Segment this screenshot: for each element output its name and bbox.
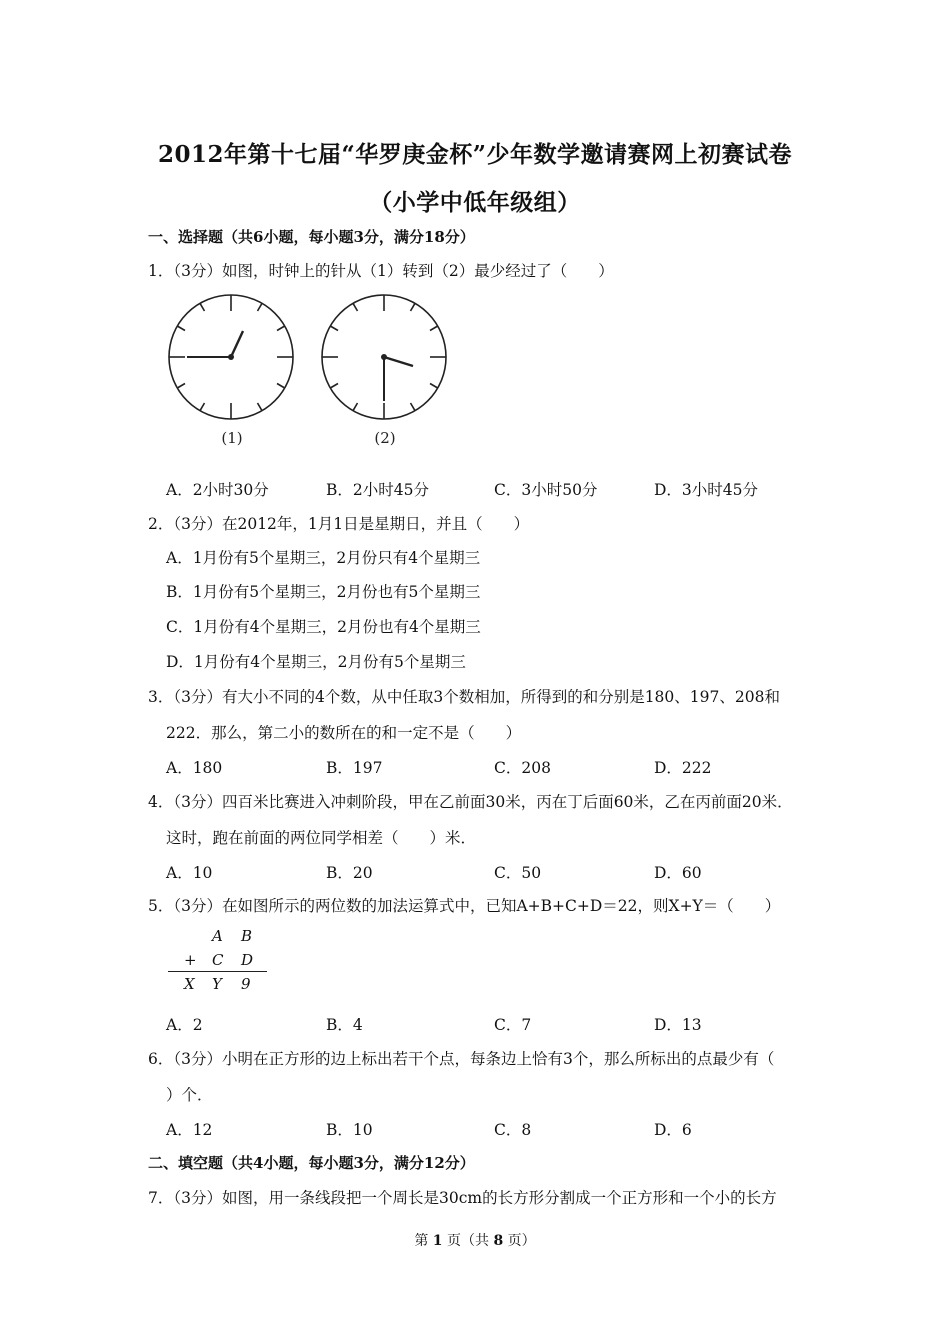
footer-total-pages: 8 [493,1233,504,1249]
clock-2-label: (2) [374,429,396,447]
footer-middle: 页（共 [447,1233,489,1249]
clock-1 [169,295,293,419]
question-1-stem: 1．（3分）如图，时钟上的针从（1）转到（2）最少经过了（ ） [148,262,614,280]
question-7-stem: 7．（3分）如图，用一条线段把一个周长是30cm的长方形分割成一个正方形和一个小的长方 [148,1189,777,1207]
page-footer [0,1230,950,1250]
page-subtitle: （小学中低年级组） [369,189,581,216]
sum-line [168,971,267,972]
q3-option-d: D．222 [654,759,712,777]
question-3-stem-line2: 222．那么，第二小的数所在的和一定不是（ ） [166,724,522,742]
q2-option-b: B．1月份有5个星期三，2月份也有5个星期三 [166,583,481,601]
question-6-stem-line1: 6．（3分）小明在正方形的边上标出若干个点，每条边上恰有3个，那么所标出的点最少有（ [148,1050,775,1068]
q4-option-a: A．10 [166,864,213,882]
q4-option-c: C．50 [494,864,542,882]
q6-option-c: C．8 [494,1121,532,1139]
q2-option-d: D．1月份有4个星期三，2月份有5个星期三 [166,653,466,671]
sum-tens: Y [212,975,222,993]
q5-option-d: D．13 [654,1016,702,1034]
q1-option-b: B．2小时45分 [326,481,429,499]
q4-option-b: B．20 [326,864,373,882]
clock-2 [322,295,446,419]
q2-option-a: A．1月份有5个星期三，2月份只有4个星期三 [166,549,481,567]
clock-1-label: (1) [221,429,243,447]
q6-option-b: B．10 [326,1121,373,1139]
addend-2-ones: D [241,951,254,969]
section-heading-choice: 一、选择题（共6小题，每小题3分，满分18分） [148,228,475,246]
q6-option-a: A．12 [166,1121,213,1139]
q3-option-c: C．208 [494,759,551,777]
q1-option-c: C．3小时50分 [494,481,598,499]
q5-option-c: C．7 [494,1016,532,1034]
question-1-clocks-figure [160,288,460,458]
q2-option-c: C．1月份有4个星期三，2月份也有4个星期三 [166,618,481,636]
sum-hundreds: X [184,975,195,993]
q5-option-b: B．4 [326,1016,363,1034]
question-3-stem-line1: 3．（3分）有大小不同的4个数，从中任取3个数相加，所得到的和分别是180、197、208和 [148,688,780,706]
q6-option-d: D．6 [654,1121,692,1139]
question-6-stem-line2: ）个． [166,1086,213,1104]
section-heading-fill-in: 二、填空题（共4小题，每小题3分，满分12分） [148,1154,475,1172]
question-4-stem-line1: 4．（3分）四百米比赛进入冲刺阶段，甲在乙前面30米，丙在丁后面60米，乙在丙前面20米． [148,793,793,811]
question-2-stem: 2．（3分）在2012年，1月1日是星期日，并且（ ） [148,515,530,533]
q1-option-a: A．2小时30分 [166,481,269,499]
footer-suffix: 页） [507,1233,536,1249]
question-4-stem-line2: 这时，跑在前面的两位同学相差（ ）米． [166,829,477,847]
sum-ones: 9 [241,975,251,993]
q3-option-b: B．197 [326,759,383,777]
footer-prefix: 第 [414,1233,429,1249]
plus-sign: + [184,951,197,969]
question-5-stem: 5．（3分）在如图所示的两位数的加法运算式中，已知A+B+C+D＝22，则X+Y＝（ ） [148,897,781,915]
footer-page-number: 1 [432,1233,443,1249]
q5-option-a: A．2 [166,1016,203,1034]
addend-1-tens: A [212,927,223,945]
q4-option-d: D．60 [654,864,702,882]
addend-2-tens: C [212,951,224,969]
clock-2-hour-hand [384,357,413,366]
q3-option-a: A．180 [166,759,223,777]
addend-1-ones: B [241,927,253,945]
q1-option-d: D．3小时45分 [654,481,759,499]
page-title: 2012年第十七届“华罗庚金杯”少年数学邀请赛网上初赛试卷 [158,141,792,168]
clock-1-hour-hand [231,331,243,357]
